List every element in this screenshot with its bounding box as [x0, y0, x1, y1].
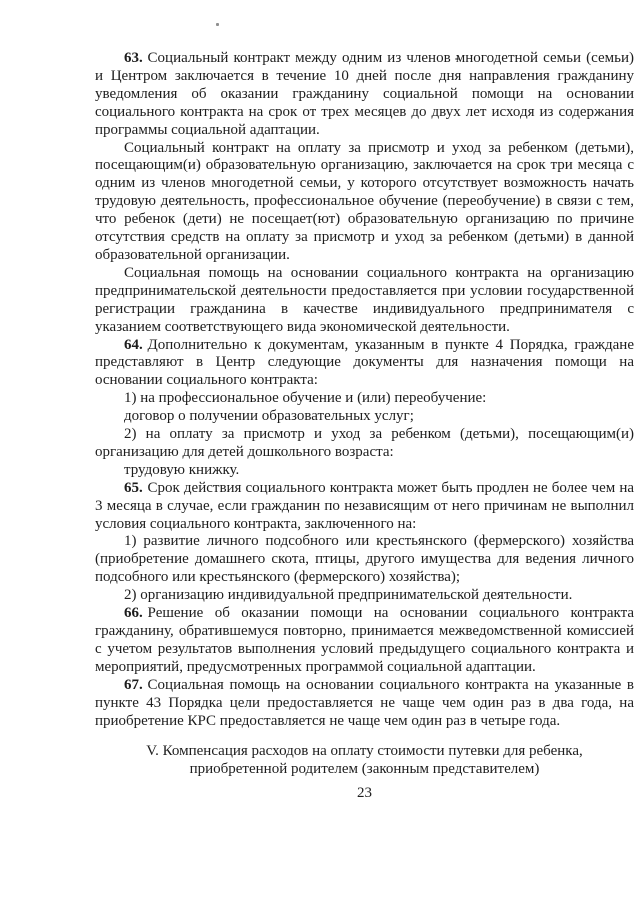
- section-heading-line-1: V. Компенсация расходов на оплату стоимости путевки для ребенка,: [146, 743, 583, 760]
- scan-artifact-dot: [216, 23, 219, 26]
- paragraph-65: [95, 480, 634, 534]
- paragraph-67: [95, 677, 634, 731]
- clause-text: 2) на оплату за присмотр и уход за ребенком (детьми), посещающим(и) организацию для детей дошкольного возраста:: [95, 426, 634, 460]
- clause-text: Срок действия социального контракта может быть продлен не более чем на 3 месяца в случае, если гражданин по независящим от него причинам не выполнил условия социального контракта, заключенного на:: [95, 479, 634, 532]
- clause-text: Социальный контракт между одним из членов многодетной семьи (семьи) и Центром заключается в течение 10 дней после дня направления гражданину уведомления об оказании гражданину социальной помощи на основании социального контракта на срок от трех месяцев до двух лет исходя из содержания программы социальной адаптации.: [95, 50, 634, 138]
- list-item-65-2: [95, 587, 634, 605]
- clause-text: 2) организацию индивидуальной предпринимательской деятельности.: [124, 587, 573, 604]
- clause-text: Дополнительно к документам, указанным в пункте 4 Порядка, граждане представляют в Центр следующие документы для назначения помощи на основании социального контракта:: [95, 336, 634, 389]
- text-column: [95, 50, 634, 803]
- paragraph-entrepreneur-aid: [95, 265, 634, 337]
- clause-text: Социальная помощь на основании социального контракта на указанные в пункте 43 Порядка цели предоставляется не чаще чем один раз в два года, на приобретение КРС предоставляется не чаще чем один раз в четыре года.: [95, 676, 634, 729]
- paragraph-64: [95, 337, 634, 391]
- clause-number-64: 64.: [124, 336, 143, 353]
- paragraph-childcare-contract: [95, 140, 634, 265]
- clause-text: Социальный контракт на оплату за присмотр и уход за ребенком (детьми), посещающим(и) образовательную организацию, заключается на срок три месяца с одним из членов многодетной семьи, у которого отсутствует возможность начать трудовую деятельность, профессиональное обучение (переобучение) в связи с тем, что ребенок (дети) не посещает(ют) образовательную организацию по причине отсутствия средств на оплату за присмотр и уход за ребенком (детьми) в данной образовательной организации.: [95, 139, 634, 263]
- clause-text: трудовую книжку.: [124, 461, 240, 478]
- page-number: 23: [357, 785, 372, 802]
- paragraph-63: [95, 50, 634, 140]
- section-heading-v: [95, 743, 634, 779]
- list-item-64-2: [95, 426, 634, 462]
- section-heading-line-2: приобретенной родителем (законным представителем): [189, 761, 540, 778]
- clause-number-67: 67.: [124, 676, 143, 693]
- list-item-65-1: [95, 533, 634, 587]
- clause-text: Социальная помощь на основании социального контракта на организацию предпринимательской деятельности предоставляется при условии государственной регистрации гражданина в качестве индивидуального предпринимателя с указанием соответствующего вида экономической деятельности.: [95, 264, 634, 335]
- list-item-64-1: [95, 390, 634, 408]
- clause-text: 1) развитие личного подсобного или крестьянского (фермерского) хозяйства (приобретение домашнего скота, птицы, другого имущества для ведения личного подсобного или крестьянского (фермерского) хозяйства);: [95, 533, 634, 586]
- clause-text: 1) на профессиональное обучение и (или) переобучение:: [124, 390, 487, 407]
- clause-number-65: 65.: [124, 479, 143, 496]
- clause-number-63: 63.: [124, 50, 143, 66]
- list-item-64-1-doc: [95, 408, 634, 426]
- clause-text: Решение об оказании помощи на основании социального контракта гражданину, обратившемуся повторно, принимается межведомственной комиссией с учетом результатов выполнения условий предыдущего социального контракта и мероприятий, предусмотренных программой социальной адаптации.: [95, 605, 634, 675]
- clause-text: договор о получении образовательных услуг;: [124, 408, 414, 425]
- clause-number-66: 66.: [124, 605, 143, 622]
- paragraph-66: [95, 605, 634, 677]
- list-item-64-2-doc: [95, 462, 634, 480]
